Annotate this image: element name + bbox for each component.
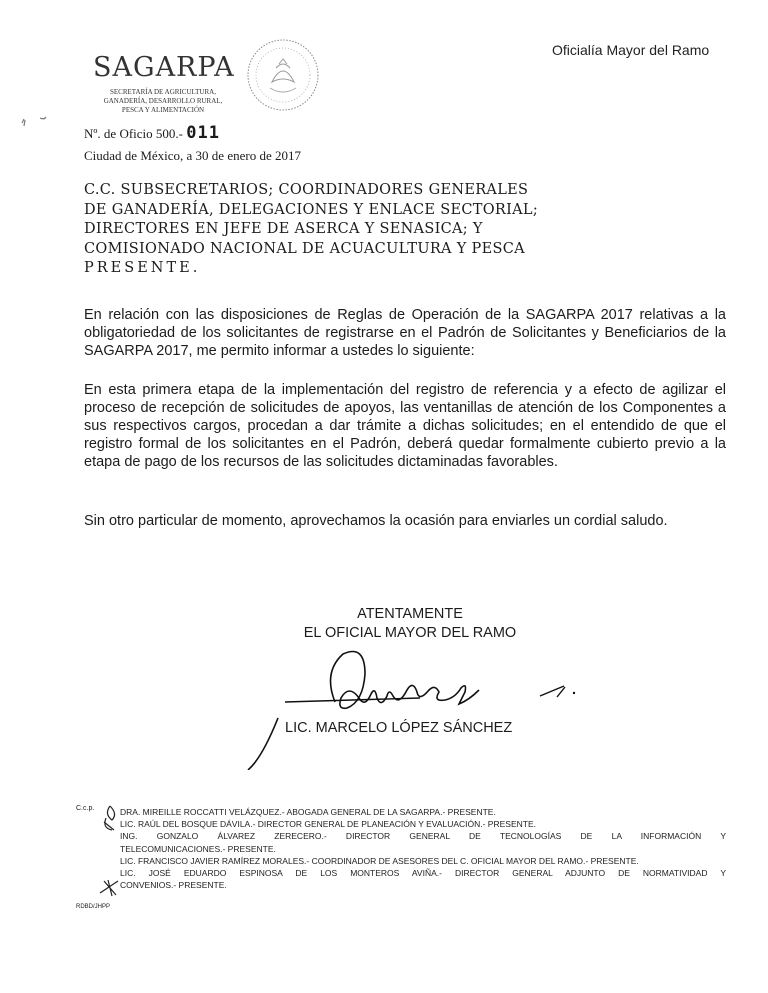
- body-paragraph-3: Sin otro particular de momento, aprovechamos la ocasión para enviarles un cordial saludo.: [84, 513, 668, 529]
- signature-heading: [240, 605, 580, 643]
- handwritten-signature: [240, 640, 590, 770]
- oficio-number-line: [84, 123, 220, 143]
- body-paragraph-1: En relación con las disposiciones de Reglas de Operación de la SAGARPA 2017 relativas a la obligatoriedad de los solicitantes de registrarse en el Padrón de Solicitantes y Beneficiarios de la SAGARPA 2017, me permito informar a ustedes lo siguiente:: [84, 307, 726, 359]
- mexico-coat-of-arms-seal-icon: [246, 38, 320, 112]
- presente: PRESENTE.: [84, 260, 201, 276]
- cc-line: LIC. RAÚL DEL BOSQUE DÁVILA.- DIRECTOR GENERAL DE PLANEACIÓN Y EVALUACIÓN.- PRESENTE.: [120, 819, 536, 830]
- body-paragraph-2: En esta primera etapa de la implementación del registro de referencia y a efecto de agilizar el proceso de recepción de solicitudes de apoyos, las ventanillas de atención de los Componentes a sus respectivos cargos, procedan a dar trámite a dichas solicitudes; en el entendido de que el registro formal de los solicitantes en el Padrón, deberá quedar formalmente cubierto previo a la etapa de pago de los recursos de las solicitudes dictaminadas favorables.: [84, 382, 726, 470]
- cc-line: CONVENIOS.- PRESENTE.: [120, 880, 227, 891]
- addressee-block: [84, 181, 584, 279]
- cc-line: TELECOMUNICACIONES.- PRESENTE.: [120, 843, 276, 854]
- addressee-line: C.C. SUBSECRETARIOS; COORDINADORES GENERALES: [84, 182, 529, 198]
- office-name: Oficialía Mayor del Ramo: [552, 42, 710, 58]
- cc-initial-mark-3: [100, 880, 118, 896]
- addressee-line: DE GANADERÍA, DELEGACIONES Y ENLACE SECTORIAL;: [84, 201, 539, 218]
- typist-initials: RDBD/JHPP: [76, 904, 111, 910]
- cc-initial-mark-1: [107, 806, 114, 820]
- cc-line: ING. GONZALO ÁLVAREZ ZERECERO.- DIRECTOR GENERAL DE TECNOLOGÍAS DE LA INFORMACIÓN Y: [120, 831, 726, 842]
- ccp-label: C.c.p.: [76, 805, 95, 812]
- addressee-line: DIRECTORES EN JEFE DE ASERCA Y SENASICA; Y: [84, 221, 483, 237]
- oficio-prefix: Nº. de Oficio 500.-: [84, 126, 183, 141]
- sagarpa-logo: SAGARPA: [93, 52, 235, 83]
- signer-title: EL OFICIAL MAYOR DEL RAMO: [303, 625, 517, 641]
- signer-name: LIC. MARCELO LÓPEZ SÁNCHEZ: [285, 720, 513, 736]
- date-line: Ciudad de México, a 30 de enero de 2017: [84, 148, 301, 163]
- closing: ATENTAMENTE: [357, 606, 463, 622]
- cc-line: LIC. JOSÉ EDUARDO ESPINOSA DE LOS MONTEROS AVIÑA.- DIRECTOR GENERAL ADJUNTO DE NORMATIVIDAD Y: [120, 868, 726, 879]
- sagarpa-logo-subtitle: SECRETARÍA DE AGRICULTURA, GANADERÍA, DESARROLLO RURAL, PESCA Y ALIMENTACIÓN: [103, 88, 223, 114]
- margin-smudge: [22, 117, 46, 126]
- addressee-line: COMISIONADO NACIONAL DE ACUACULTURA Y PESCA: [84, 240, 525, 257]
- carbon-copy-list: [120, 806, 726, 891]
- cc-line: DRA. MIREILLE ROCCATTI VELÁZQUEZ.- ABOGADA GENERAL DE LA SAGARPA.- PRESENTE.: [120, 807, 496, 817]
- oficio-number: 011: [186, 123, 220, 143]
- cc-line: LIC. FRANCISCO JAVIER RAMÍREZ MORALES.- COORDINADOR DE ASESORES DEL C. OFICIAL MAYOR DEL RAMO.- PRESENTE.: [120, 855, 639, 866]
